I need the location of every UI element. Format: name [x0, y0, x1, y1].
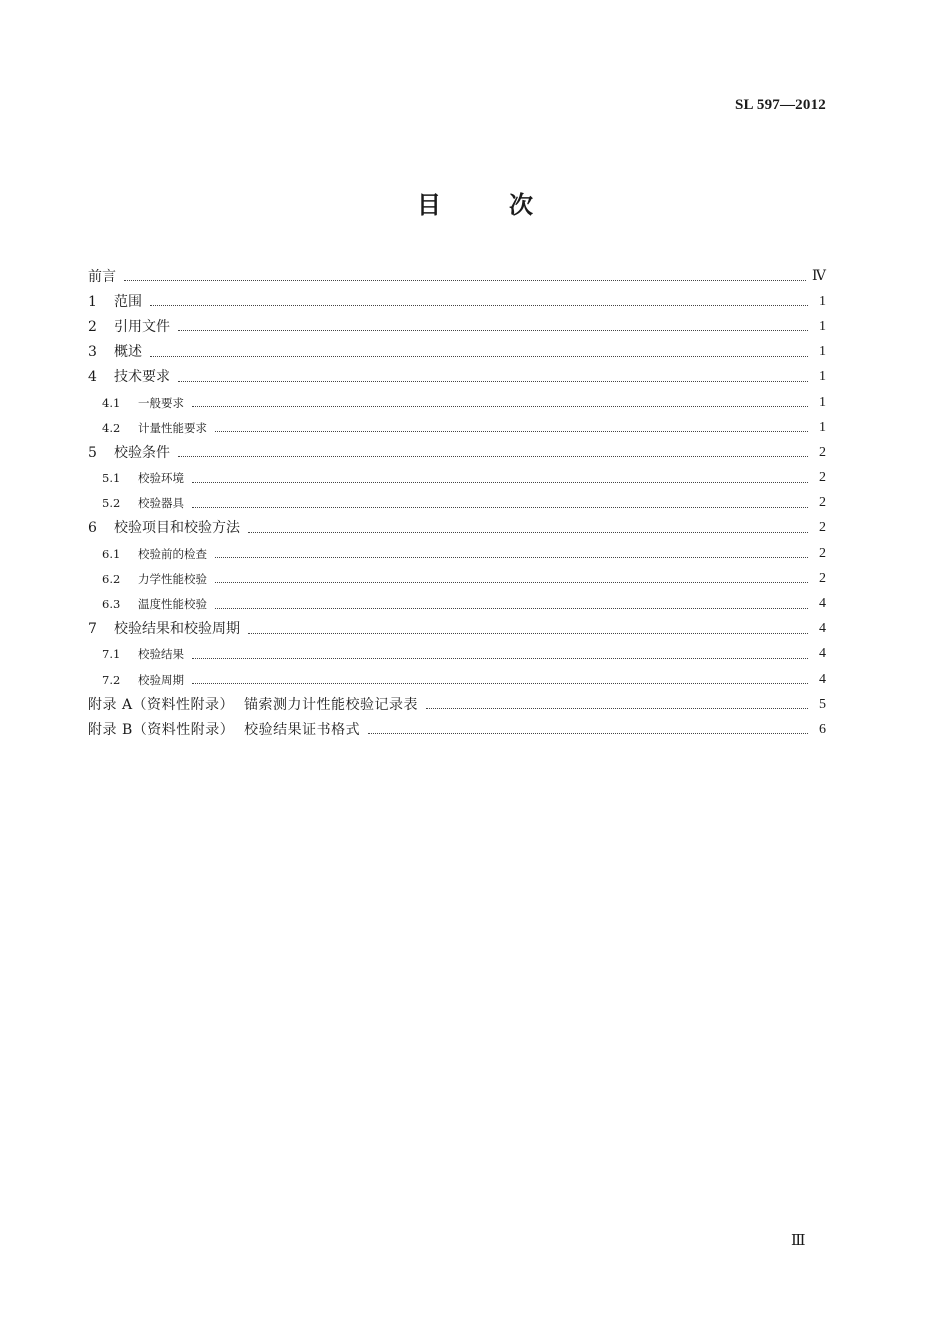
toc-entry-page: 6	[819, 721, 826, 737]
page-title	[0, 185, 950, 220]
toc-entry-number: 1	[88, 293, 97, 310]
toc-entry-page: 4	[819, 646, 826, 662]
toc-entry-label: 技术要求	[114, 369, 170, 386]
toc-entry-5-1[interactable]	[88, 466, 826, 491]
toc-entry-6[interactable]	[88, 516, 826, 541]
toc-entry-page: 1	[819, 318, 826, 334]
toc-entry-appendix-a[interactable]	[88, 692, 826, 717]
toc-entry-number: 7	[88, 621, 97, 638]
toc-entry-number: 6.2	[102, 571, 121, 586]
toc-entry-page: 2	[819, 570, 826, 586]
leader-dots	[368, 733, 808, 734]
toc-entry-3[interactable]	[88, 340, 826, 365]
toc-entry-7[interactable]	[88, 617, 826, 642]
toc-entry-number: 4	[88, 369, 97, 386]
toc-entry-6-1[interactable]	[88, 541, 826, 566]
toc-entry-page: 1	[819, 369, 826, 385]
title-char-1: 目	[417, 191, 441, 219]
leader-dots	[426, 708, 808, 709]
leader-dots	[248, 532, 808, 533]
toc-entry-label: 附录 A（资料性附录） 锚索测力计性能校验记录表	[88, 696, 418, 713]
toc-entry-label: 计量性能要求	[138, 420, 207, 435]
toc-entry-page: 1	[819, 293, 826, 309]
toc-entry-label: 范围	[114, 293, 142, 310]
toc-entry-foreword[interactable]	[88, 264, 826, 289]
toc-entry-label: 温度性能校验	[138, 597, 207, 612]
toc-entry-number: 6.3	[102, 597, 121, 612]
page-number: Ⅲ	[791, 1233, 806, 1249]
toc-entry-4-2[interactable]	[88, 415, 826, 440]
document-code: SL 597—2012	[735, 97, 826, 113]
toc-entry-number: 7.1	[102, 647, 121, 662]
toc-entry-number: 6.1	[102, 546, 121, 561]
toc-entry-page: 2	[819, 495, 826, 511]
leader-dots	[215, 557, 808, 558]
leader-dots	[215, 582, 808, 583]
toc-entry-label: 前言	[88, 268, 116, 285]
toc-entry-number: 5.1	[102, 471, 121, 486]
toc-entry-label: 附录 B（资料性附录） 校验结果证书格式	[88, 721, 361, 738]
toc-entry-label: 校验结果和校验周期	[114, 621, 240, 638]
toc-entry-1[interactable]	[88, 289, 826, 314]
toc-entry-page: 1	[819, 344, 826, 360]
toc-entry-page: 4	[819, 596, 826, 612]
toc-entry-page: 4	[819, 621, 826, 637]
toc-entry-label: 力学性能校验	[138, 571, 207, 586]
leader-dots	[192, 406, 808, 407]
toc-entry-page: 2	[819, 444, 826, 460]
toc-entry-number: 3	[88, 344, 97, 361]
toc-entry-label: 概述	[114, 344, 142, 361]
toc-entry-label: 校验项目和校验方法	[114, 520, 240, 537]
toc-entry-page: 5	[819, 696, 826, 712]
toc-entry-label: 校验前的检查	[138, 546, 207, 561]
toc-entry-5-2[interactable]	[88, 491, 826, 516]
leader-dots	[192, 507, 808, 508]
toc-entry-label: 校验结果	[138, 647, 184, 662]
toc-entry-number: 7.2	[102, 672, 121, 687]
toc-entry-2[interactable]	[88, 314, 826, 339]
leader-dots	[215, 431, 808, 432]
toc-entry-number: 5.2	[102, 496, 121, 511]
toc-entry-number: 6	[88, 520, 97, 537]
leader-dots	[124, 280, 806, 281]
toc-entry-number: 4.1	[102, 395, 121, 410]
toc-entry-4[interactable]	[88, 365, 826, 390]
toc-entry-6-3[interactable]	[88, 591, 826, 616]
toc-entry-7-2[interactable]	[88, 667, 826, 692]
toc-entry-6-2[interactable]	[88, 566, 826, 591]
toc-entry-5[interactable]	[88, 440, 826, 465]
toc-entry-7-1[interactable]	[88, 642, 826, 667]
leader-dots	[192, 482, 808, 483]
toc-entry-number: 5	[88, 444, 97, 461]
leader-dots	[215, 608, 808, 609]
leader-dots	[178, 330, 808, 331]
leader-dots	[192, 658, 808, 659]
leader-dots	[150, 356, 808, 357]
toc-entry-label: 校验器具	[138, 496, 184, 511]
leader-dots	[192, 683, 808, 684]
toc-entry-label: 引用文件	[114, 318, 170, 335]
toc-entry-page: 1	[819, 419, 826, 435]
toc-entry-page: Ⅳ	[812, 268, 826, 284]
toc-entry-number: 2	[88, 318, 97, 335]
leader-dots	[178, 381, 808, 382]
toc-entry-label: 一般要求	[138, 395, 184, 410]
toc-entry-label: 校验周期	[138, 672, 184, 687]
toc-entry-page: 2	[819, 520, 826, 536]
title-char-2: 次	[509, 191, 533, 219]
toc-entry-4-1[interactable]	[88, 390, 826, 415]
leader-dots	[178, 456, 808, 457]
toc-entry-page: 2	[819, 545, 826, 561]
leader-dots	[248, 633, 808, 634]
leader-dots	[150, 305, 808, 306]
table-of-contents	[88, 264, 826, 743]
toc-entry-page: 2	[819, 470, 826, 486]
toc-entry-number: 4.2	[102, 420, 121, 435]
toc-entry-label: 校验环境	[138, 471, 184, 486]
toc-entry-page: 1	[819, 394, 826, 410]
toc-entry-label: 校验条件	[114, 444, 170, 461]
toc-entry-appendix-b[interactable]	[88, 717, 826, 742]
toc-entry-page: 4	[819, 671, 826, 687]
